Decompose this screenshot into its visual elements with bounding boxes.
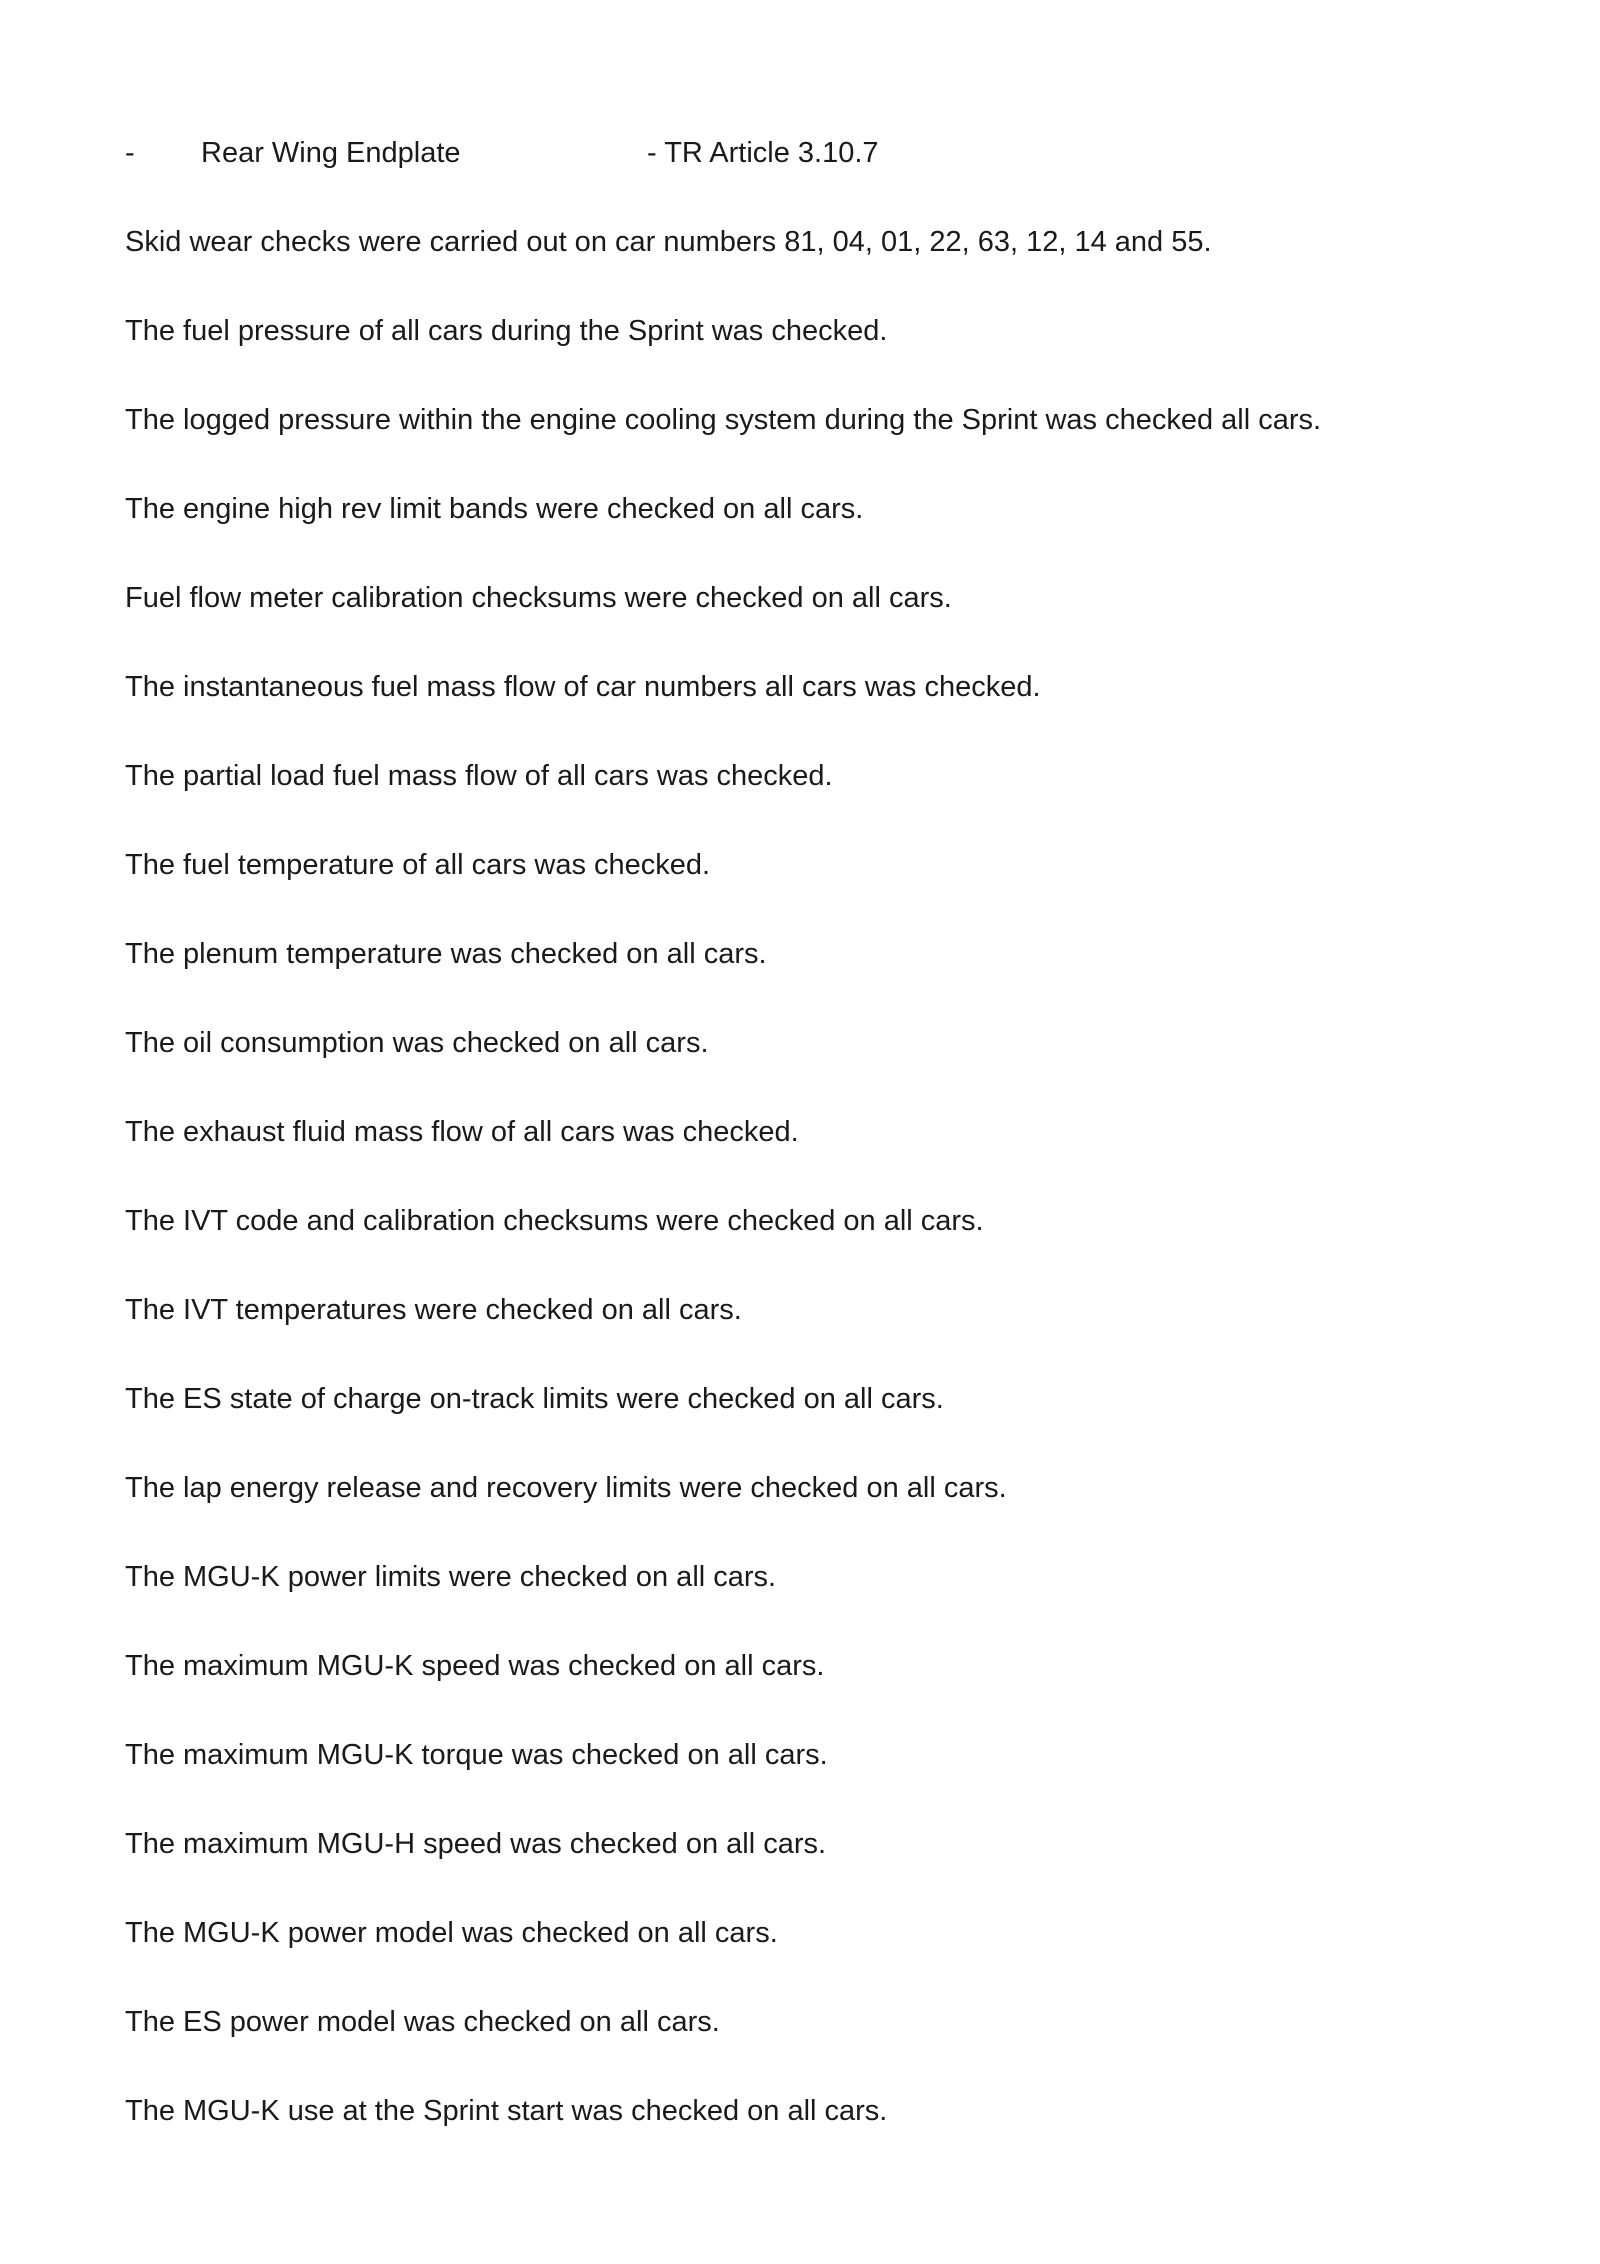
paragraph-mguk-sprint-start: The MGU-K use at the Sprint start was checked on all cars. <box>125 2095 888 2127</box>
paragraph-exhaust-flow: The exhaust fluid mass flow of all cars was checked. <box>125 1116 799 1148</box>
paragraph-cooling-pressure: The logged pressure within the engine cooling system during the Sprint was checked all cars. <box>125 404 1322 436</box>
paragraph-mguk-speed: The maximum MGU-K speed was checked on all cars. <box>125 1650 825 1682</box>
list-bullet-dash: - <box>125 137 135 169</box>
paragraph-plenum-temperature: The plenum temperature was checked on all cars. <box>125 938 767 970</box>
paragraph-oil-consumption: The oil consumption was checked on all cars. <box>125 1027 709 1059</box>
paragraph-es-state-of-charge: The ES state of charge on-track limits were checked on all cars. <box>125 1383 944 1415</box>
paragraph-mguh-speed: The maximum MGU-H speed was checked on all cars. <box>125 1828 827 1860</box>
paragraph-skid-wear: Skid wear checks were carried out on car numbers 81, 04, 01, 22, 63, 12, 14 and 55. <box>125 226 1212 258</box>
paragraph-instantaneous-fuel: The instantaneous fuel mass flow of car numbers all cars was checked. <box>125 671 1041 703</box>
list-item-label: Rear Wing Endplate <box>201 137 461 169</box>
paragraph-mguk-power-model: The MGU-K power model was checked on all cars. <box>125 1917 778 1949</box>
paragraph-es-power-model: The ES power model was checked on all cars. <box>125 2006 720 2038</box>
paragraph-ivt-checksums: The IVT code and calibration checksums were checked on all cars. <box>125 1205 984 1237</box>
paragraph-mguk-torque: The maximum MGU-K torque was checked on all cars. <box>125 1739 828 1771</box>
list-item-reference: - TR Article 3.10.7 <box>647 137 879 169</box>
paragraph-rev-limit: The engine high rev limit bands were checked on all cars. <box>125 493 864 525</box>
paragraph-fuel-flow-meter: Fuel flow meter calibration checksums were checked on all cars. <box>125 582 952 614</box>
paragraph-lap-energy: The lap energy release and recovery limits were checked on all cars. <box>125 1472 1007 1504</box>
paragraph-ivt-temperatures: The IVT temperatures were checked on all cars. <box>125 1294 742 1326</box>
paragraph-mguk-power-limits: The MGU-K power limits were checked on all cars. <box>125 1561 777 1593</box>
paragraph-partial-load-fuel: The partial load fuel mass flow of all cars was checked. <box>125 760 833 792</box>
paragraph-fuel-pressure: The fuel pressure of all cars during the Sprint was checked. <box>125 315 888 347</box>
paragraph-fuel-temperature: The fuel temperature of all cars was checked. <box>125 849 711 881</box>
